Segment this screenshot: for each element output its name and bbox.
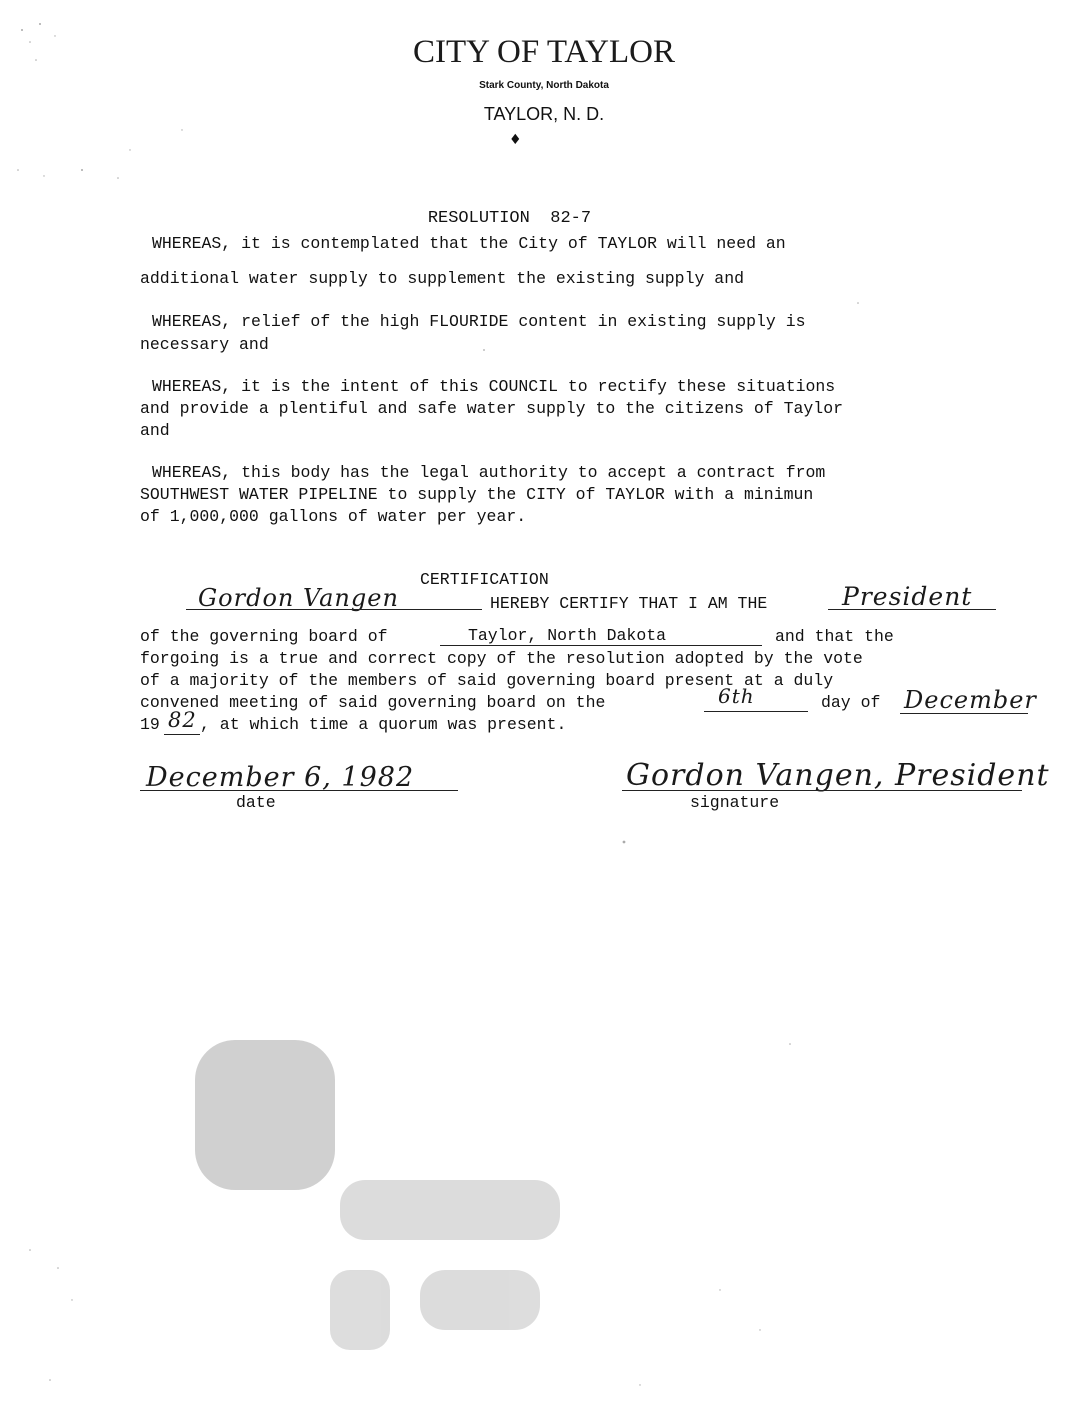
forgoing-line: forgoing is a true and correct copy of the resolution adopted by the vote [140, 649, 863, 668]
signature-label: signature [690, 793, 780, 812]
certification-heading: CERTIFICATION [420, 570, 549, 589]
quorum-line: , at which time a quorum was present. [200, 715, 567, 734]
handwritten-office-title: President [842, 582, 973, 611]
and-that-the-text: and that the [775, 627, 894, 646]
majority-line: of a majority of the members of said governing board present at a duly [140, 671, 834, 690]
whereas-3-line-2: and provide a plentiful and safe water supply to the citizens of Taylor [140, 399, 844, 418]
whereas-3-line-1: WHEREAS, it is the intent of this COUNCIL to rectify these situations [152, 377, 836, 396]
handwritten-signature: Gordon Vangen, President [626, 758, 1050, 793]
letterhead-county: Stark County, North Dakota [479, 80, 609, 91]
board-name-value: Taylor, North Dakota [468, 626, 667, 645]
ink-mark-icon: ♦ [509, 132, 522, 148]
whereas-4-line-3: of 1,000,000 gallons of water per year. [140, 507, 527, 526]
handwritten-month: December [904, 686, 1037, 714]
year-prefix: 19 [140, 715, 160, 734]
certify-statement: HEREBY CERTIFY THAT I AM THE [490, 594, 768, 613]
whereas-4-line-2: SOUTHWEST WATER PIPELINE to supply the CITY of TAYLOR with a minimun [140, 485, 814, 504]
letterhead-city: TAYLOR, N. D. [483, 104, 605, 124]
convened-line: convened meeting of said governing board on the [140, 693, 606, 712]
whereas-4-line-1: WHEREAS, this body has the legal authority to accept a contract from [152, 463, 826, 482]
resolution-number: 82-7 [550, 209, 592, 228]
whereas-1-line-1: WHEREAS, it is contemplated that the City of TAYLOR will need an [152, 234, 786, 253]
whereas-1-line-2: additional water supply to supplement the existing supply and [140, 269, 744, 288]
letterhead-title: CITY OF TAYLOR [412, 34, 675, 70]
handwritten-day: 6th [718, 684, 755, 708]
day-of-text: day of [821, 693, 881, 712]
governing-board-label: of the governing board of [140, 627, 388, 646]
whereas-3-line-3: and [140, 421, 170, 440]
whereas-2-line-1: WHEREAS, relief of the high FLOURIDE content in existing supply is [152, 312, 806, 331]
handwritten-certifier-name: Gordon Vangen [198, 584, 399, 612]
handwritten-date: December 6, 1982 [146, 762, 415, 793]
date-label: date [236, 793, 276, 812]
handwritten-year: 82 [168, 708, 197, 732]
resolution-label: RESOLUTION [427, 209, 530, 228]
whereas-2-line-2: necessary and [140, 335, 269, 354]
